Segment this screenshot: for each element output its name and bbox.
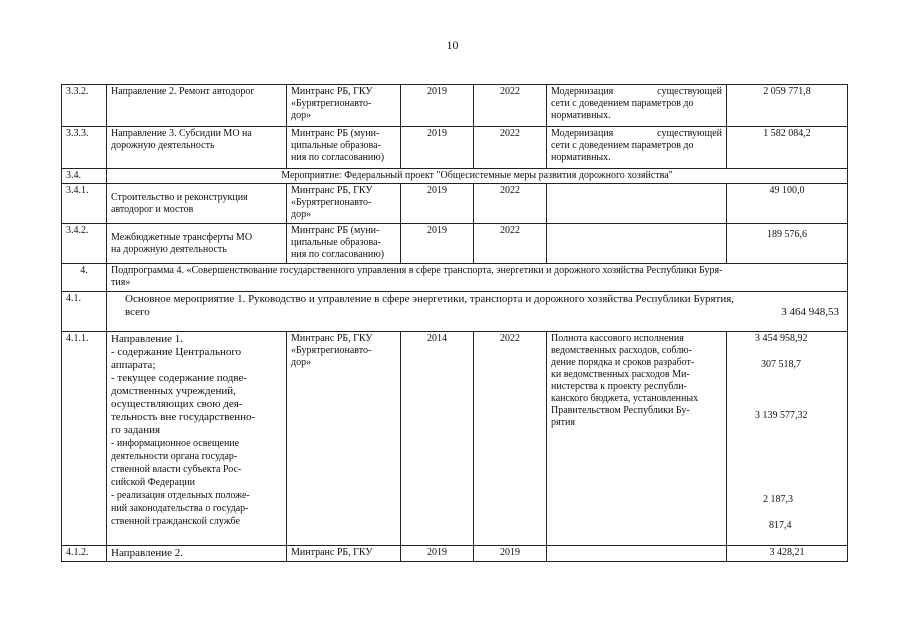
page-number: 10 (446, 38, 459, 52)
row-code: 4.1.2. (62, 546, 107, 562)
row-result (547, 224, 727, 264)
row-end-year: 2022 (474, 224, 547, 264)
row-result: Полнота кассового исполнения ведомственных расходов, соблю- дение порядка и сроков разработ- ки ведомственных расходов Ми- нистерства к проекту республи- канского бюджета, установленных Правительством Республики Бу- рятия (547, 332, 727, 546)
row-start-year: 2014 (401, 332, 474, 546)
row-start-year: 2019 (401, 224, 474, 264)
row-name: Направление 1. - содержание Центрального аппарата; - текущее содержание подве- домственных учреждений, осуществляющих свою дея- тельность вне государственно- го задания - информационное освещение деятельности органа государ- ственной власти субъекта Рос- сийской Федерации - реализация отдельных положе- ний законодательства о государ- ственной гражданской службе (107, 332, 287, 546)
row-name: Межбюджетные трансферты МО на дорожную деятельность (107, 224, 287, 264)
row-executor: Минтранс РБ, ГКУ (287, 546, 401, 562)
row-name: Строительство и реконструкция автодорог и мостов (107, 184, 287, 224)
row-name: Направление 2. Ремонт автодорог (107, 85, 287, 127)
subprogram-title: Подпрограмма 4. «Совершенствование государственного управления в сфере транспорта, энергетики и дорожного хозяйства Республики Буря- тия» (107, 264, 848, 292)
table-row (62, 169, 848, 184)
row-end-year: 2022 (474, 332, 547, 546)
row-executor: Минтранс РБ, ГКУ «Бурятрегионавто- дор» (287, 332, 401, 546)
row-end-year: 2022 (474, 184, 547, 224)
table-row (62, 127, 848, 169)
row-amounts (727, 332, 848, 546)
row-result (547, 546, 727, 562)
row-code: 3.3.3. (62, 127, 107, 169)
row-code: 4.1.1. (62, 332, 107, 546)
amount-central-apparatus: 307 518,7 (761, 359, 801, 370)
table-row (62, 332, 848, 546)
row-executor: Минтранс РБ (муни- ципальные образова- ния по согласованию) (287, 224, 401, 264)
table-row (62, 546, 848, 562)
row-amount: 49 100,0 (727, 184, 848, 224)
row-code: 3.4.1. (62, 184, 107, 224)
row-executor: Минтранс РБ (муни- ципальные образова- ния по согласованию) (287, 127, 401, 169)
row-start-year: 2019 (401, 546, 474, 562)
row-result: Модернизация существующей сети с доведением параметров до нормативных. (547, 85, 727, 127)
section-title: Мероприятие: Федеральный проект "Общесистемные меры развития дорожного хозяйства" (107, 169, 848, 184)
row-end-year: 2022 (474, 85, 547, 127)
row-name: Направление 2. (107, 546, 287, 562)
row-executor: Минтранс РБ, ГКУ «Бурятрегионавто- дор» (287, 184, 401, 224)
table-row (62, 85, 848, 127)
table-row (62, 264, 848, 292)
row-start-year: 2019 (401, 85, 474, 127)
amount-information-coverage: 2 187,3 (763, 494, 793, 505)
row-amount: 2 059 771,8 (727, 85, 848, 127)
row-code: 3.3.2. (62, 85, 107, 127)
row-code: 4.1. (62, 292, 107, 332)
row-code: 4. (62, 264, 107, 292)
row-code: 3.4.2. (62, 224, 107, 264)
row-amount: 3 428,21 (727, 546, 848, 562)
row-end-year: 2022 (474, 127, 547, 169)
amount-civil-service: 817,4 (769, 520, 792, 531)
main-activity-amount: 3 464 948,53 (781, 306, 839, 318)
amount-subordinate-institutions: 3 139 577,32 (755, 410, 808, 421)
row-start-year: 2019 (401, 127, 474, 169)
row-result (547, 184, 727, 224)
row-amount: 189 576,6 (727, 224, 848, 264)
row-executor: Минтранс РБ, ГКУ «Бурятрегионавто- дор» (287, 85, 401, 127)
program-table (61, 84, 848, 562)
amount-direction-total: 3 454 958,92 (755, 333, 808, 344)
row-name: Направление 3. Субсидии МО на дорожную деятельность (107, 127, 287, 169)
table-row (62, 224, 848, 264)
row-code: 3.4. (62, 169, 107, 184)
main-activity-title: Основное мероприятие 1. Руководство и управление в сфере энергетики, транспорта и дорожного хозяйства Республики Бурятия, всего 3 464 948,53 (107, 292, 848, 332)
table-row (62, 292, 848, 332)
row-result: Модернизация существующей сети с доведением параметров до нормативных. (547, 127, 727, 169)
table-row (62, 184, 848, 224)
row-start-year: 2019 (401, 184, 474, 224)
row-amount: 1 582 084,2 (727, 127, 848, 169)
row-end-year: 2019 (474, 546, 547, 562)
